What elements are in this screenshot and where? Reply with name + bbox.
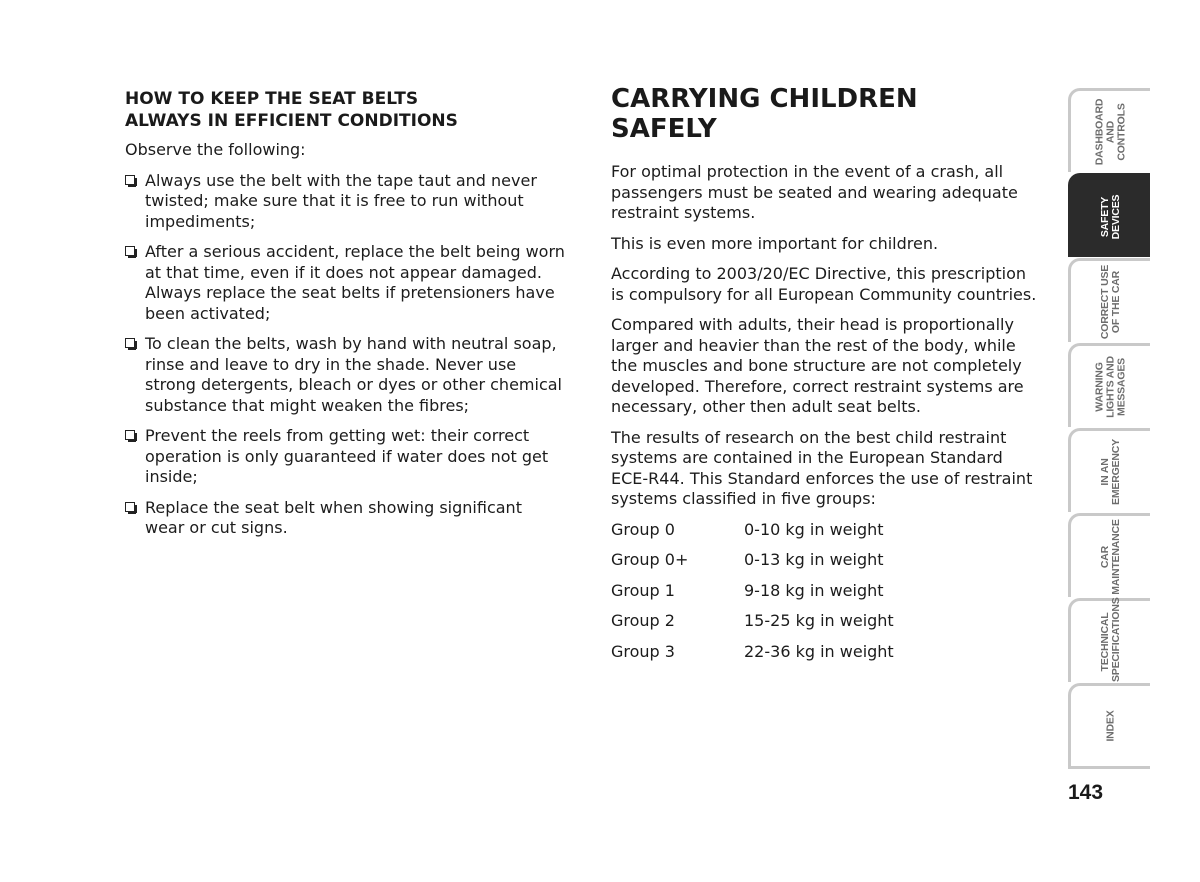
table-row (611, 550, 894, 581)
list-item-text: To clean the belts, wash by hand with neutral soap, rinse and leave to dry in the shade. Never use strong detergents, bleach or dyes or other chemical substance that might weaken the fibres; (145, 334, 562, 415)
left-column (125, 88, 565, 549)
checkbox-bullet-icon (125, 338, 135, 348)
table-row (611, 520, 894, 551)
intro-text: Observe the following: (125, 140, 306, 159)
heading-line: HOW TO KEEP THE SEAT BELTS (125, 89, 419, 109)
list-item (125, 242, 565, 324)
tab-label: DASHBOARD AND CONTROLS (1093, 98, 1127, 165)
group-range: 0-10 kg in weight (744, 519, 884, 539)
group-range: 0-13 kg in weight (744, 550, 884, 570)
checkbox-bullet-icon (125, 175, 135, 185)
paragraph: According to 2003/20/EC Directive, this prescription is compulsory for all European Community countries. (611, 264, 1037, 304)
group-range: 9-18 kg in weight (744, 580, 884, 600)
seat-belt-care-heading (125, 88, 565, 132)
list-item (125, 498, 565, 539)
list-item-text: After a serious accident, replace the belt being worn at that time, even if it does not appear damaged. Always replace the seat belts if pretensioners have been activated; (145, 242, 565, 323)
tab-dashboard-and-controls[interactable] (1068, 88, 1150, 172)
group-name: Group 3 (611, 641, 675, 661)
restraint-groups-table (611, 520, 894, 673)
list-item (125, 171, 565, 233)
tab-label: INDEX (1104, 710, 1116, 742)
title-line: CARRYING CHILDREN (611, 84, 918, 114)
paragraph: This is even more important for children. (611, 233, 939, 253)
right-column (611, 84, 1041, 672)
checkbox-bullet-icon (125, 502, 135, 512)
group-name: Group 0 (611, 519, 675, 539)
table-row (611, 642, 894, 673)
tab-label: SAFETY DEVICES (1098, 194, 1122, 239)
tab-technical-specifications[interactable] (1068, 598, 1150, 682)
tab-car-maintenance[interactable] (1068, 513, 1150, 597)
list-item (125, 426, 565, 488)
group-name: Group 2 (611, 611, 675, 631)
list-item-text: Prevent the reels from getting wet: their correct operation is only guaranteed if water does not get inside; (145, 426, 549, 486)
list-item-text: Replace the seat belt when showing significant wear or cut signs. (145, 497, 522, 537)
tab-label: IN AN EMERGENCY (1098, 438, 1122, 505)
group-name: Group 0+ (611, 550, 689, 570)
page-number: 143 (1068, 781, 1104, 804)
list-item-text: Always use the belt with the tape taut and never twisted; make sure that it is free to run without impediments; (145, 170, 537, 231)
tab-warning-lights[interactable] (1068, 343, 1150, 427)
tab-correct-use[interactable] (1068, 258, 1150, 342)
care-bullet-list (125, 171, 565, 539)
tab-label: WARNING LIGHTS AND MESSAGES (1093, 355, 1127, 418)
paragraph: Compared with adults, their head is proportionally larger and heavier than the rest of the body, while the muscles and bone structure are not completely developed. Therefore, correct restraint systems are necessary, other then adult seat belts. (611, 315, 1024, 416)
tab-label: CORRECT USE OF THE CAR (1098, 264, 1122, 339)
checkbox-bullet-icon (125, 430, 135, 440)
tab-safety-devices[interactable] (1068, 173, 1150, 257)
heading-line: ALWAYS IN EFFICIENT CONDITIONS (125, 111, 458, 131)
chapter-tabs (1068, 88, 1150, 770)
tab-label: TECHNICAL SPECIFICATIONS (1098, 596, 1122, 682)
tab-index[interactable] (1068, 683, 1150, 769)
tab-in-an-emergency[interactable] (1068, 428, 1150, 512)
checkbox-bullet-icon (125, 246, 135, 256)
paragraph: The results of research on the best child restraint systems are contained in the European Standard ECE-R44. This Standard enforces the use of restraint systems classified in five groups: (611, 427, 1033, 508)
table-row (611, 581, 894, 612)
paragraph: For optimal protection in the event of a crash, all passengers must be seated and wearing adequate restraint systems. (611, 162, 1018, 222)
page-title (611, 84, 1041, 144)
group-range: 22-36 kg in weight (744, 641, 894, 661)
group-name: Group 1 (611, 580, 675, 600)
table-row (611, 611, 894, 642)
list-item (125, 334, 565, 416)
group-range: 15-25 kg in weight (744, 611, 894, 631)
tab-label: CAR MAINTENANCE (1098, 518, 1122, 595)
title-line: SAFELY (611, 114, 717, 144)
